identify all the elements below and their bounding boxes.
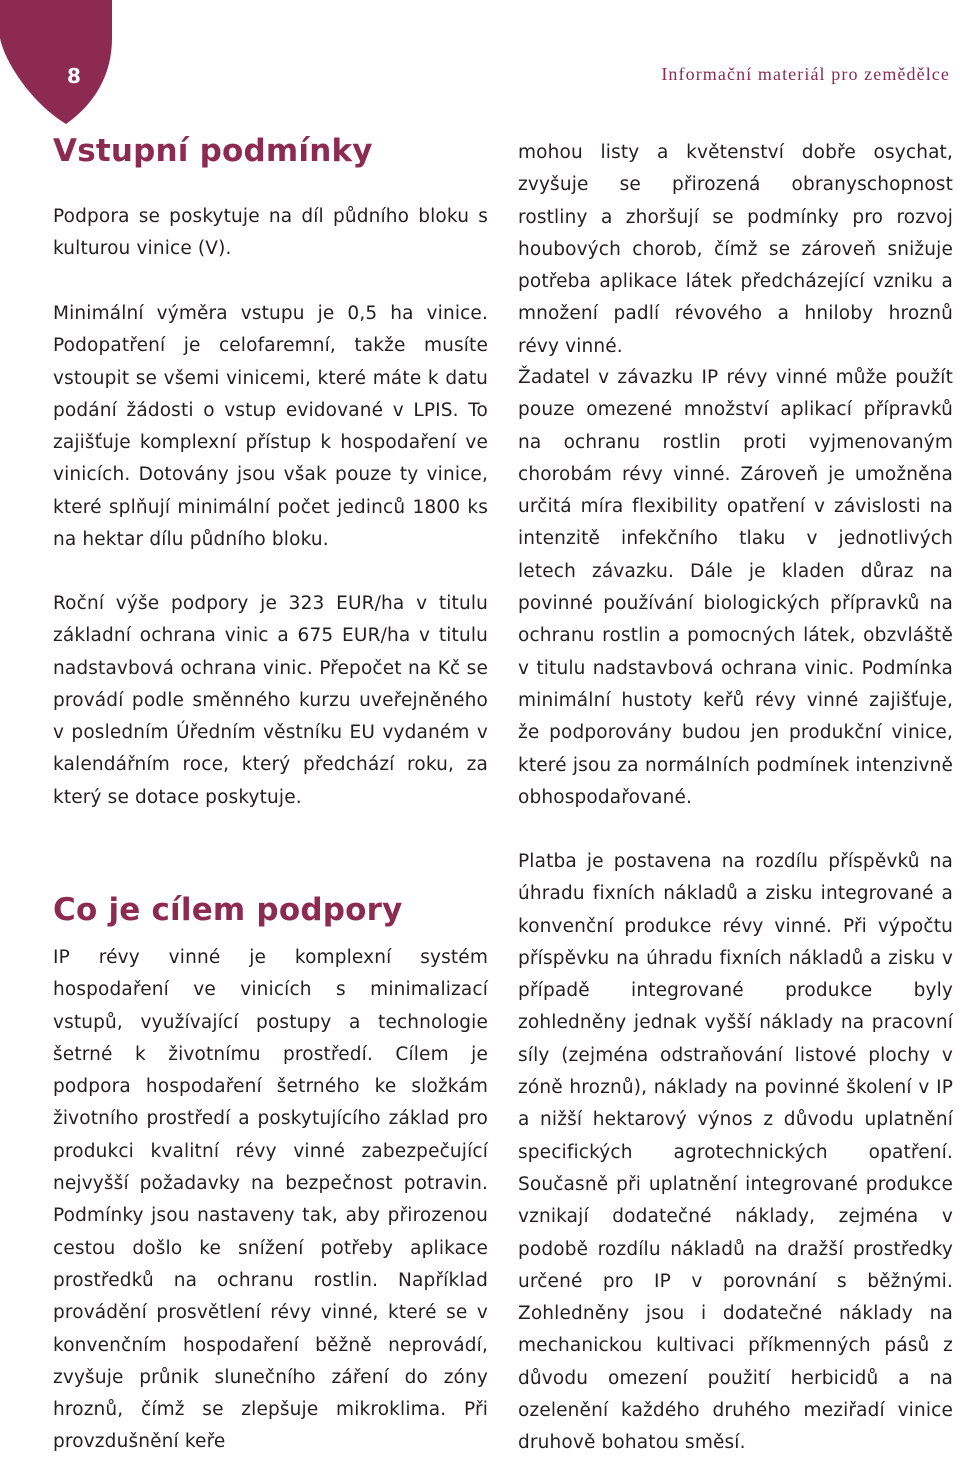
paragraph-ip-description: IP révy vinné je komplexní systém hospodaření ve vinicích s minimalizací vstupů, využívající postupy a technologie šetrné k životnímu prostředí. Cílem je podpora hospodaření šetrného ke složkám životního prostředí a poskytujícího základ pro produkci kvalitní révy vinné zabezpečující nejvyšší požadavky na bezpečnost potravin. Podmínky jsou nastaveny tak, aby přirozenou cestou došlo ke snížení potřeby aplikace prostředků na ochranu rostlin. Například provádění prosvětlení révy vinné, které se v konvenčním hospodaření běžně neprovádí, zvyšuje průnik slunečního záření do zóny hroznů, čímž se zlepšuje mikroklima. Při provzdušnění keře [53,947,488,1453]
running-header: Informační materiál pro zemědělce [661,64,950,84]
paragraph-support-scope: Podpora se poskytuje na díl půdního bloku s kulturou vinice (V). [53,206,488,260]
paragraph-applicant-obligations: Žadatel v závazku IP révy vinné může použít pouze omezené množství aplikací přípravků na ochranu rostlin proti vyjmenovaným chorobám révy vinné. Zároveň je umožněna určitá míra flexibility opatření v závislosti na intenzitě infekčního tlaku v jednotlivých letech závazku. Dále je kladen důraz na povinné používání biologických přípravků na ochranu rostlin a pomocných látek, obzvláště v titulu nadstavbová ochrana vinic. Podmínka minimální hustoty keřů révy vinné zajišťuje, že podporovány budou jen produkční vinice, které jsou za normálních podmínek intenzivně obhospodařované. [518,367,953,808]
heading-support-goal: Co je cílem podpory [53,892,403,928]
page-number: 8 [67,64,81,88]
paragraph-annual-payment: Roční výše podpory je 323 EUR/ha v titulu základní ochrana vinic a 675 EUR/ha v titulu nadstavbová ochrana vinic. Přepočet na Kč se provádí podle směnného kurzu uveřejněného v posledním Úředním věstníku EU vydaném v kalendářním roce, který předchází roku, za který se dotace poskytuje. [53,593,488,808]
paragraph-payment-calculation: Platba je postavena na rozdílu příspěvků na úhradu fixních nákladů a zisku integrované a konvenční produkce révy vinné. Při výpočtu příspěvku na úhradu fixních nákladů a zisku v případě integrované produkce byly zohledněny jednak vyšší náklady na pracovní síly (zejména odstraňování listové plochy v zóně hroznů), náklady na povinné školení v IP a nižší hektarový výnos z důvodu uplatnění specifických agrotechnických opatření. Současně při uplatnění integrované produkce vznikají dodatečné náklady, zejména v podobě rozdílu nákladů na dražší prostředky určené pro IP v porovnání s běžnými. Zohledněny jsou i dodatečné náklady na mechanickou kultivaci příkmenných pásů z důvodu omezení použití herbicidů a na ozelenění každého druhého meziřadí vinice druhově bohatou směsí. [518,851,953,1454]
paragraph-ventilation-effect: mohou listy a květenství dobře osychat, zvyšuje se přirozená obranyschopnost rostliny a zhoršují se podmínky pro rozvoj houbových chorob, čímž se zároveň snižuje potřeba aplikace látek předcházející vzniku a množení padlí révového a hniloby hroznů révy vinné. [518,142,953,357]
paragraph-minimum-area: Minimální výměra vstupu je 0,5 ha vinice. Podopatření je celofaremní, takže musíte vstoupit se všemi vinicemi, které máte k datu podání žádosti o vstup evidované v LPIS. To zajišťuje komplexní přístup k hospodaření ve vinicích. Dotovány jsou však pouze ty vinice, které splňují minimální počet jedinců 1800 ks na hektar dílu půdního bloku. [53,303,488,551]
page-tab-shape [0,0,112,124]
heading-entry-conditions: Vstupní podmínky [53,133,373,169]
